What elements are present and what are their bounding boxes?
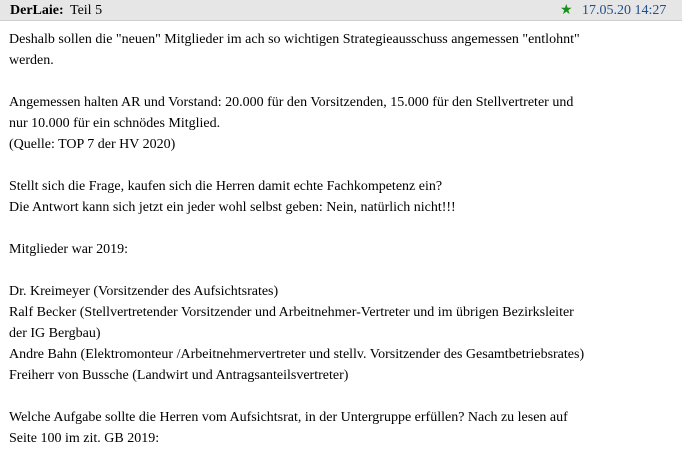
body-line: Freiherr von Bussche (Landwirt und Antragsanteilsvertreter) — [9, 368, 349, 383]
body-line: werden. — [9, 53, 54, 68]
body-line: Die Antwort kann sich jetzt ein jeder wohl selbst geben: Nein, natürlich nicht!!! — [9, 200, 456, 215]
body-blank-line — [9, 386, 674, 407]
post-header — [0, 0, 682, 21]
body-line: nur 10.000 für ein schnödes Mitglied. — [9, 116, 221, 131]
body-line: Welche Aufgabe sollte die Herren vom Aufsichtsrat, in der Untergruppe erfüllen? Nach zu lesen auf — [9, 410, 568, 425]
body-line: Stellt sich die Frage, kaufen sich die Herren damit echte Fachkompetenz ein? — [9, 179, 443, 194]
post-subject[interactable]: Teil 5 — [70, 3, 103, 18]
body-line: Seite 100 im zit. GB 2019: — [9, 431, 160, 446]
body-blank-line — [9, 71, 674, 92]
post-body — [9, 29, 674, 449]
body-blank-line — [9, 260, 674, 281]
body-line: Dr. Kreimeyer (Vorsitzender des Aufsichtsrates) — [9, 284, 279, 299]
body-blank-line — [9, 155, 674, 176]
body-line: (Quelle: TOP 7 der HV 2020) — [9, 137, 176, 152]
body-line: Angemessen halten AR und Vorstand: 20.000 für den Vorsitzenden, 15.000 für den Stellvertreter und — [9, 95, 574, 110]
post-author[interactable]: DerLaie: — [10, 3, 64, 18]
post-timestamp: 17.05.20 14:27 — [582, 3, 667, 18]
body-line: Andre Bahn (Elektromonteur /Arbeitnehmervertreter und stellv. Vorsitzender des Gesamtbetriebsrates) — [9, 347, 585, 362]
body-line: Ralf Becker (Stellvertretender Vorsitzender und Arbeitnehmer-Vertreter und im übrigen Bezirksleiter — [9, 305, 574, 320]
star-icon: ★ — [560, 2, 573, 18]
body-line: Deshalb sollen die "neuen" Mitglieder im ach so wichtigen Strategieausschuss angemessen "entlohnt" — [9, 32, 580, 47]
body-line: der IG Bergbau) — [9, 326, 101, 341]
body-line: Mitglieder war 2019: — [9, 242, 128, 257]
body-blank-line — [9, 218, 674, 239]
